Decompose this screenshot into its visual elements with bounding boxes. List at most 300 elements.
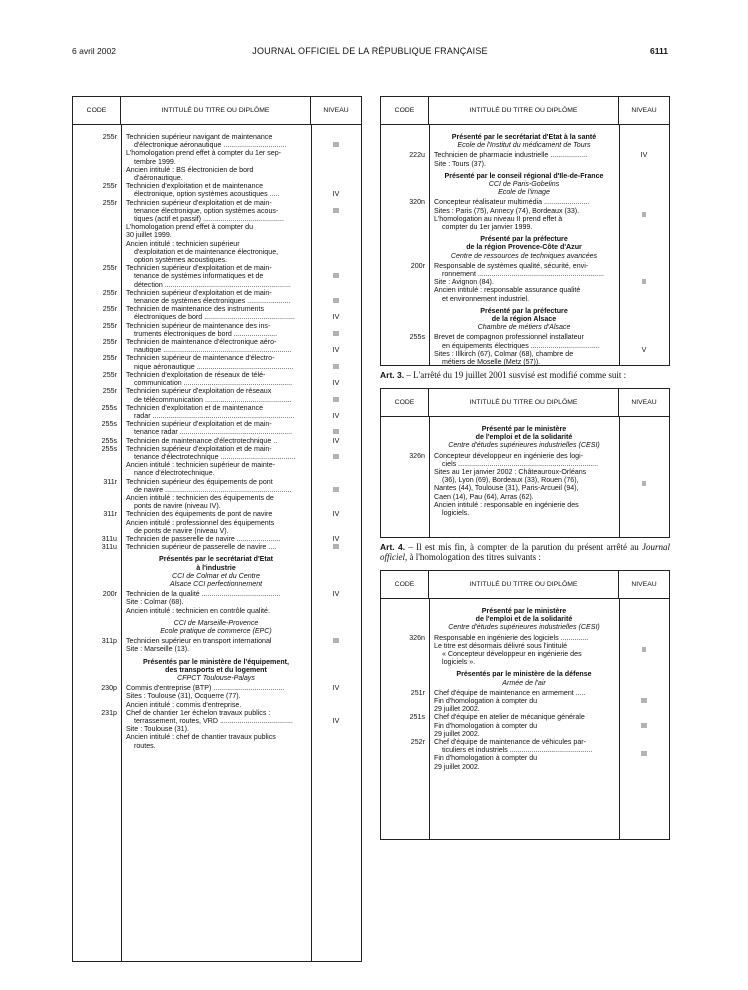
table-row bbox=[73, 322, 361, 338]
row-title-line: Technicien supérieur de maintenance des ins- bbox=[126, 321, 271, 330]
row-title bbox=[429, 713, 619, 738]
row-title bbox=[121, 645, 311, 653]
row-title-line: ronnement ................................................................ bbox=[442, 270, 605, 279]
row-title bbox=[121, 420, 311, 436]
table-row bbox=[73, 289, 361, 305]
row-title-line: Technicien supérieur d'exploitation et de main- bbox=[126, 420, 272, 429]
row-title-line: routes. bbox=[134, 741, 156, 750]
table-row bbox=[73, 709, 361, 725]
row-title-line: Technicien supérieur d'exploitation et de main- bbox=[126, 444, 272, 453]
row-title-line: Site : Colmar (68). bbox=[126, 598, 184, 607]
left-table-body bbox=[73, 125, 361, 750]
row-title-line: ciels ....................................................................... bbox=[442, 459, 599, 468]
row-code: 255s bbox=[101, 436, 117, 445]
header-code: CODE bbox=[381, 97, 429, 124]
row-title-line: tenance électronique, option systèmes acous- bbox=[134, 206, 279, 215]
section-authority: Présenté par le secrétariat d'Etat à la santé bbox=[451, 133, 597, 141]
row-level: IV bbox=[332, 717, 340, 726]
row-level: II bbox=[642, 645, 646, 654]
row-title-line: tenance d'électrotechnique ...................................... bbox=[134, 452, 296, 461]
section-authority: Présentés par le ministère de l'équipement, bbox=[143, 657, 289, 666]
row-code: 255r bbox=[102, 264, 117, 273]
row-level bbox=[311, 223, 361, 264]
row-code: 255r bbox=[102, 305, 117, 314]
row-title-line: Le titre est désormais délivré sous l'intitulé bbox=[434, 641, 568, 650]
row-code bbox=[73, 149, 121, 182]
row-title-line: Responsable en ingénierie des logiciels .............. bbox=[434, 633, 589, 642]
row-title bbox=[121, 289, 311, 305]
row-title-line: Concepteur développeur en ingénierie des logi- bbox=[434, 451, 584, 460]
table-row bbox=[381, 634, 669, 667]
header-title: INTITULÉ DU TITRE OU DIPLÔME bbox=[121, 97, 311, 124]
row-level: III bbox=[333, 329, 339, 338]
row-title-line: 30 juillet 1999. bbox=[126, 231, 172, 240]
table-row bbox=[73, 371, 361, 387]
table-row bbox=[381, 689, 669, 714]
section-institution: Centre de ressources de techniques avancées bbox=[450, 251, 598, 260]
row-code: 255r bbox=[102, 288, 117, 297]
row-title-line: et environnement industriel. bbox=[442, 294, 530, 303]
row-title-line: Technicien supérieur de passerelle de navire .... bbox=[126, 543, 277, 552]
article-4-label: Art. 4. bbox=[380, 542, 406, 552]
row-title-line: Site : Marseille (13). bbox=[126, 645, 190, 654]
row-code bbox=[73, 725, 121, 750]
table-row bbox=[73, 149, 361, 182]
row-title-line: (36), Lyon (69), Bordeaux (33), Rouen (76), bbox=[442, 476, 579, 485]
row-code: 200r bbox=[410, 261, 425, 270]
row-level: III bbox=[333, 141, 339, 150]
header-code: CODE bbox=[73, 97, 121, 124]
row-level: III bbox=[333, 452, 339, 461]
row-level: IV bbox=[332, 190, 340, 199]
row-title bbox=[121, 322, 311, 338]
row-title-line: Site : Toulouse (31). bbox=[126, 725, 189, 734]
row-level: V bbox=[641, 345, 647, 354]
row-title bbox=[121, 709, 311, 725]
row-title bbox=[121, 692, 311, 708]
row-title bbox=[121, 264, 311, 289]
row-title-line: option systèmes acoustiques. bbox=[134, 256, 228, 265]
section-authority: Présenté par la préfecture bbox=[480, 306, 568, 315]
row-title-line: compter du 1er janvier 1999. bbox=[442, 223, 533, 232]
section-authority: de l'emploi et de la solidarité bbox=[475, 433, 573, 442]
left-column bbox=[72, 96, 362, 962]
row-title-line: Technicien des équipements de pont de navire bbox=[126, 510, 273, 519]
table-row bbox=[73, 338, 361, 354]
header-level: NIVEAU bbox=[631, 581, 657, 588]
row-code: 311r bbox=[103, 477, 117, 486]
row-code bbox=[73, 223, 121, 264]
section-authority: des transports et du logement bbox=[165, 665, 267, 674]
row-level: III bbox=[333, 428, 339, 437]
row-title-line: Chef d'équipe en atelier de mécanique générale bbox=[434, 713, 585, 722]
row-level: III bbox=[333, 362, 339, 371]
row-title-line: terrassement, routes, VRD ..................................... bbox=[134, 717, 293, 726]
table-row bbox=[73, 519, 361, 535]
row-title bbox=[121, 149, 311, 182]
row-code: 255s bbox=[101, 403, 117, 412]
row-title-line: de ponts de navire (niveau V). bbox=[134, 526, 229, 535]
row-code: 311r bbox=[103, 510, 117, 519]
row-title-line: « Concepteur développeur en ingénierie des bbox=[442, 650, 582, 659]
right-table-1 bbox=[380, 96, 670, 366]
section-institution: Chambre de métiers d'Alsace bbox=[477, 323, 571, 332]
row-code bbox=[73, 645, 121, 653]
table-row bbox=[73, 637, 361, 645]
row-level: III bbox=[641, 721, 647, 730]
row-title-line: Ancien intitulé : technicien en contrôle qualité. bbox=[126, 606, 270, 615]
table-row bbox=[381, 262, 669, 303]
table-row bbox=[73, 182, 361, 198]
row-title bbox=[121, 223, 311, 264]
row-title-line: L'homologation au niveau II prend effet à bbox=[434, 214, 563, 223]
row-code: 311u bbox=[101, 543, 117, 552]
table-row bbox=[73, 510, 361, 518]
row-title-line: Technicien supérieur d'exploitation de réseaux bbox=[126, 387, 272, 396]
row-code: 255r bbox=[102, 133, 117, 141]
row-title-line: Sites : Toulouse (31), Ocquerre (77). bbox=[126, 692, 241, 701]
section-authority: Présentés par le secrétariat d'Etat bbox=[158, 555, 274, 564]
section-heading bbox=[429, 129, 619, 151]
row-level: III bbox=[641, 697, 647, 706]
row-title bbox=[121, 387, 311, 403]
row-title-line: Brevet de compagnon professionnel installateur bbox=[434, 333, 584, 342]
table-row bbox=[73, 133, 361, 149]
row-level: II bbox=[642, 278, 646, 287]
row-title-line: Technicien supérieur de maintenance d'électro- bbox=[126, 354, 275, 363]
row-level bbox=[311, 725, 361, 750]
row-level bbox=[311, 645, 361, 653]
row-title bbox=[121, 305, 311, 321]
row-title-line: Commis d'entreprise (BTP) .................................... bbox=[126, 684, 285, 693]
row-title-line: Responsable de systèmes qualité, sécurité, envi- bbox=[434, 261, 589, 270]
row-level: III bbox=[333, 395, 339, 404]
row-code: 255r bbox=[102, 370, 117, 379]
row-title bbox=[121, 133, 311, 149]
right-column bbox=[380, 96, 670, 840]
row-title-line: métiers de Moselle (Metz (57)). bbox=[442, 358, 541, 367]
article-3 bbox=[380, 370, 670, 380]
section-institution: CCI de Marseille-Provence bbox=[173, 618, 259, 627]
table-row bbox=[73, 692, 361, 708]
article-3-text: – L'arrêté du 19 juillet 2001 susvisé est modifié comme suit : bbox=[404, 370, 627, 380]
table-row bbox=[73, 461, 361, 477]
row-title-line: 29 juillet 2002. bbox=[434, 705, 480, 714]
row-level bbox=[619, 160, 669, 168]
row-level: III bbox=[333, 272, 339, 281]
row-code: 231p bbox=[101, 708, 117, 717]
row-title-line: Sites : Paris (75), Annecy (74), Bordeaux (33). bbox=[434, 206, 580, 215]
row-title-line: nance d'électrotechnique. bbox=[134, 469, 215, 478]
row-title bbox=[429, 452, 619, 518]
page-header bbox=[72, 46, 668, 60]
row-title-line: d'exploitation et de maintenance électronique, bbox=[134, 247, 279, 256]
right-table-2-body bbox=[381, 417, 669, 517]
section-institution: Armée de l'air bbox=[502, 678, 546, 687]
row-title-line: d'électronique aéronautique ................................ bbox=[134, 141, 287, 150]
row-title-line: détection ................................................................ bbox=[134, 280, 291, 289]
row-level: III bbox=[333, 206, 339, 215]
table-row bbox=[381, 333, 669, 366]
row-title-line: électroniques de bord .............................................. bbox=[134, 313, 295, 322]
row-title-line: nautique ................................................................. bbox=[134, 346, 292, 355]
row-title bbox=[121, 445, 311, 461]
table-row bbox=[381, 713, 669, 738]
row-code: 251r bbox=[410, 688, 425, 697]
table-header bbox=[73, 97, 361, 125]
row-title-line: en équipements électriques ................................... bbox=[442, 341, 600, 350]
journal-title: JOURNAL OFFICIEL DE LA RÉPUBLIQUE FRANÇAISE bbox=[252, 46, 488, 56]
row-title bbox=[121, 510, 311, 518]
left-table bbox=[72, 96, 362, 962]
row-title-line: Ancien intitulé : commis d'entreprise. bbox=[126, 700, 242, 709]
row-title bbox=[121, 199, 311, 224]
row-title-line: Technicien d'exploitation et de maintenance bbox=[126, 403, 264, 412]
row-level bbox=[311, 494, 361, 510]
row-title-line: Technicien supérieur navigant de maintenance bbox=[126, 133, 273, 141]
section-authority: Présenté par le conseil régional d'Ile-de-France bbox=[444, 171, 604, 180]
row-title-line: tiques (actif et passif) ......................................... bbox=[134, 215, 284, 224]
row-title-line: 29 juillet 2002. bbox=[434, 762, 480, 771]
row-level: IV bbox=[332, 411, 340, 420]
row-title-line: Technicien supérieur en transport international bbox=[126, 637, 272, 646]
row-title-line: Ancien intitulé : responsable en ingénierie des bbox=[434, 500, 579, 509]
table-row bbox=[73, 445, 361, 461]
row-level: IV bbox=[332, 534, 340, 543]
section-institution: Ecole pratique de commerce (EPC) bbox=[160, 626, 272, 635]
table-row bbox=[73, 404, 361, 420]
row-level: IV bbox=[640, 151, 648, 160]
row-title-line: Fin d'homologation à compter du bbox=[434, 697, 538, 706]
table-row bbox=[73, 535, 361, 543]
section-heading bbox=[429, 303, 619, 334]
row-code: 255s bbox=[101, 420, 117, 429]
row-title-line: Technicien supérieur d'exploitation et de main- bbox=[126, 264, 272, 273]
row-title-line: truments électroniques de bord ...................... bbox=[134, 329, 278, 338]
table-header bbox=[381, 571, 669, 599]
row-level: III bbox=[333, 637, 339, 646]
table-row bbox=[381, 160, 669, 168]
row-title-line: Concepteur réalisateur multimédia ....................... bbox=[434, 198, 590, 207]
table-header bbox=[381, 389, 669, 417]
row-code bbox=[73, 494, 121, 510]
row-title bbox=[429, 160, 619, 168]
row-title bbox=[429, 333, 619, 366]
page-number: 6111 bbox=[650, 46, 668, 56]
header-level: NIVEAU bbox=[323, 107, 349, 114]
table-row bbox=[73, 354, 361, 370]
row-level: IV bbox=[332, 436, 340, 445]
header-title: INTITULÉ DU TITRE OU DIPLÔME bbox=[429, 571, 619, 598]
right-table-1-body bbox=[381, 125, 669, 366]
section-institution: CCI de Colmar et du Centre bbox=[172, 571, 260, 580]
table-row bbox=[73, 264, 361, 289]
row-title-line: Ancien intitulé : technicien supérieur bbox=[126, 239, 240, 248]
row-title-line: Ancien intitulé : professionnel des équipements bbox=[126, 518, 275, 527]
row-code bbox=[73, 692, 121, 708]
row-title-line: ponts de navire (niveau IV). bbox=[134, 502, 221, 511]
row-title-line: Technicien de passerelle de navire ...................... bbox=[126, 534, 281, 543]
row-title bbox=[121, 437, 311, 445]
table-row bbox=[73, 437, 361, 445]
row-title bbox=[121, 182, 311, 198]
row-title-line: Ancien intitulé : technicien des équipements de bbox=[126, 493, 274, 502]
row-title-line: Technicien de maintenance des instruments bbox=[126, 305, 265, 314]
table-row bbox=[381, 151, 669, 159]
row-title-line: tenance de systèmes électroniques ...................... bbox=[134, 297, 291, 306]
table-row bbox=[73, 223, 361, 264]
row-title-line: Chef d'équipe de maintenance de véhicules par- bbox=[434, 738, 586, 747]
row-title-line: 29 juillet 2002. bbox=[434, 729, 480, 738]
row-title bbox=[121, 478, 311, 494]
row-level: III bbox=[333, 543, 339, 552]
row-level: IV bbox=[332, 346, 340, 355]
row-level: IV bbox=[332, 510, 340, 519]
table-header bbox=[381, 97, 669, 125]
row-title bbox=[121, 338, 311, 354]
row-title-line: logiciels ». bbox=[442, 658, 476, 667]
section-institution: Centre d'études supérieures industrielles (CESI) bbox=[448, 623, 600, 632]
section-authority: de la région Provence-Côte d'Azur bbox=[466, 243, 582, 252]
row-code: 255r bbox=[102, 354, 117, 363]
row-title-line: Ancien intitulé : responsable assurance qualité bbox=[434, 286, 581, 295]
section-heading bbox=[429, 666, 619, 688]
header-title: INTITULÉ DU TITRE OU DIPLÔME bbox=[429, 97, 619, 124]
row-title-line: Ancien intitulé : chef de chantier travaux publics bbox=[126, 733, 276, 742]
row-code: 255r bbox=[102, 387, 117, 396]
row-title-line: Ancien intitulé : technicien supérieur de mainte- bbox=[126, 461, 276, 470]
row-level: IV bbox=[332, 684, 340, 693]
row-title-line: Technicien d'exploitation et de maintenance bbox=[126, 182, 264, 191]
row-title bbox=[121, 494, 311, 510]
row-title-line: radar ........................................................................ bbox=[134, 411, 295, 420]
row-title-line: Sites : Illkirch (67), Colmar (68), chambre de bbox=[434, 349, 574, 358]
row-code: 255r bbox=[102, 182, 117, 191]
table-row bbox=[73, 387, 361, 403]
row-title bbox=[121, 543, 311, 551]
section-heading bbox=[429, 603, 619, 634]
row-level bbox=[311, 519, 361, 535]
row-title bbox=[121, 590, 311, 598]
header-level: NIVEAU bbox=[631, 399, 657, 406]
row-code bbox=[73, 461, 121, 477]
row-level bbox=[311, 598, 361, 614]
row-title-line: Nantes (44), Toulouse (31), Paris-Arcueil (94), bbox=[434, 484, 579, 493]
table-row bbox=[73, 645, 361, 653]
row-title-line: nique aéronautique ................................................. bbox=[134, 362, 294, 371]
table-row bbox=[381, 198, 669, 231]
row-title-line: L'homologation prend effet à compter du bbox=[126, 223, 254, 232]
section-institution: Ecole de l'Institut du médicament de Tours bbox=[457, 141, 591, 150]
row-code: 222u bbox=[409, 151, 425, 160]
row-code: 230p bbox=[101, 684, 117, 693]
row-code bbox=[73, 598, 121, 614]
article-4-text-end: , à l'homologation des titres suivants : bbox=[405, 552, 541, 562]
row-code bbox=[73, 519, 121, 535]
section-authority: à l'industrie bbox=[196, 563, 236, 572]
row-title-line: Site : Tours (37). bbox=[434, 159, 486, 168]
row-title-line: Technicien supérieur d'exploitation et de main- bbox=[126, 198, 272, 207]
row-code: 326n bbox=[409, 633, 425, 642]
header-title: INTITULÉ DU TITRE OU DIPLÔME bbox=[429, 389, 619, 416]
row-title bbox=[429, 262, 619, 303]
table-row bbox=[381, 738, 669, 771]
row-level bbox=[311, 461, 361, 477]
row-level bbox=[311, 692, 361, 708]
row-title-line: communication ....................................................... bbox=[134, 379, 293, 388]
section-institution: Alsace CCI perfectionnement bbox=[169, 579, 263, 588]
row-title-line: électronique, option systèmes acoustiques ..... bbox=[134, 190, 280, 199]
row-code: 251s bbox=[409, 713, 425, 722]
row-code: 255r bbox=[102, 321, 117, 330]
row-title bbox=[121, 598, 311, 614]
table-row bbox=[73, 543, 361, 551]
section-authority: Présentés par le ministère de la défense bbox=[456, 670, 592, 679]
section-heading bbox=[429, 231, 619, 262]
right-table-3 bbox=[380, 570, 670, 840]
row-level: II bbox=[642, 210, 646, 219]
row-title-line: tembre 1999. bbox=[134, 157, 176, 166]
header-level: NIVEAU bbox=[631, 107, 657, 114]
row-title bbox=[121, 404, 311, 420]
row-code: 255r bbox=[102, 198, 117, 207]
table-row bbox=[73, 199, 361, 224]
row-title bbox=[429, 634, 619, 667]
row-title bbox=[429, 151, 619, 159]
table-row bbox=[73, 305, 361, 321]
header-code: CODE bbox=[381, 389, 429, 416]
row-level: III bbox=[333, 297, 339, 306]
row-code: 200r bbox=[102, 590, 117, 599]
row-title-line: ticuliers et industriels .......................................... bbox=[442, 746, 593, 755]
row-code: 255s bbox=[409, 333, 425, 342]
row-title-line: Caen (14), Pau (64), Arras (62). bbox=[434, 492, 534, 501]
row-title-line: d'aéronautique. bbox=[134, 174, 183, 183]
article-3-label: Art. 3. bbox=[380, 370, 405, 380]
row-title-line: Fin d'homologation à compter du bbox=[434, 721, 538, 730]
issue-date: 6 avril 2002 bbox=[72, 46, 116, 56]
row-code bbox=[381, 160, 429, 168]
row-title-line: de télécommunication ............................................ bbox=[134, 395, 292, 404]
article-4 bbox=[380, 542, 670, 562]
row-title-line: Technicien de la qualité ........................................ bbox=[126, 590, 281, 599]
row-code: 326n bbox=[409, 451, 425, 460]
row-title-line: Chef d'équipe de maintenance en armement ..... bbox=[434, 688, 586, 697]
row-level: III bbox=[641, 750, 647, 759]
row-title bbox=[429, 738, 619, 771]
row-title bbox=[121, 371, 311, 387]
table-row bbox=[73, 478, 361, 494]
section-authority: Présenté par le ministère bbox=[481, 425, 567, 433]
right-table-3-body bbox=[381, 599, 669, 771]
row-title bbox=[121, 535, 311, 543]
article-4-journal: Journal officiel bbox=[380, 542, 670, 562]
section-heading bbox=[429, 168, 619, 199]
row-code: 311u bbox=[101, 534, 117, 543]
row-code: 255s bbox=[101, 444, 117, 453]
row-title bbox=[429, 198, 619, 231]
row-code: 311p bbox=[101, 637, 117, 646]
row-title bbox=[121, 725, 311, 750]
section-authority: de l'emploi et de la solidarité bbox=[475, 615, 573, 624]
row-title-line: Technicien de maintenance d'électronique aéro- bbox=[126, 338, 277, 347]
row-title-line: tenance radar ......................................................... bbox=[134, 428, 293, 437]
row-level: IV bbox=[332, 379, 340, 388]
row-title-line: Technicien supérieur des équipements de pont bbox=[126, 477, 273, 486]
row-code: 255r bbox=[102, 338, 117, 347]
table-row bbox=[73, 598, 361, 614]
table-row bbox=[73, 590, 361, 598]
